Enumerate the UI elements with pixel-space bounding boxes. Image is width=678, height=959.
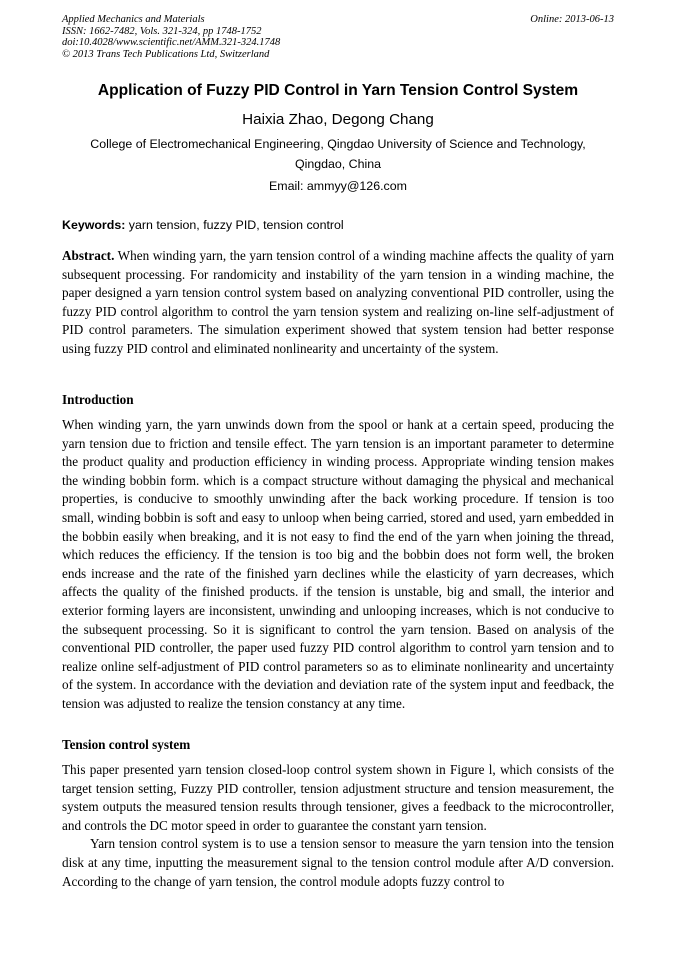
keywords xyxy=(62,218,614,232)
keywords-label: Keywords: xyxy=(62,218,126,232)
abstract-text: When winding yarn, the yarn tension control of a winding machine affects the quality of yarn subsequent processing. For randomicity and instability of the yarn tension in a winding machine, the paper designed a yarn tension control system based on analyzing conventional PID controller, using the fuzzy PID control algorithm to control the yarn tension system and realizing on-line self-adjustment of PID control parameters. The simulation experiment showed that system tension had better response using fuzzy PID control and eliminated nonlinearity and uncertainty of the system. xyxy=(62,248,614,356)
issn-line: ISSN: 1662-7482, Vols. 321-324, pp 1748-1752 xyxy=(62,25,262,37)
affiliation-line-1: College of Electromechanical Engineering, Qingdao University of Science and Technology, xyxy=(90,137,586,151)
journal-name: Applied Mechanics and Materials xyxy=(62,14,205,25)
abstract xyxy=(62,247,614,359)
tension-paragraph-1: This paper presented yarn tension closed-loop control system shown in Figure l, which consists of the target tension setting, Fuzzy PID controller, tension adjustment structure and tension measurement, the system outputs the measured tension results through tensioner, gives a feedback to the microcontroller, and controls the DC motor speed in order to guarantee the constant yarn tension. xyxy=(62,762,614,833)
doi-line: doi:10.4028/www.scientific.net/AMM.321-324.1748 xyxy=(62,37,281,49)
copyright-line: © 2013 Trans Tech Publications Ltd, Switzerland xyxy=(62,48,270,60)
affiliation-line-2: Qingdao, China xyxy=(294,156,382,171)
paper-authors: Haixia Zhao, Degong Chang xyxy=(242,111,434,128)
tension-control-section xyxy=(62,761,614,891)
section-heading-introduction: Introduction xyxy=(62,392,134,407)
introduction-paragraph: When winding yarn, the yarn unwinds down from the spool or hank at a certain speed, producing the yarn tension due to friction and tensile effect. The yarn tension is an important parameter to determine the product quality and production efficiency in winding process. Appropriate winding tension makes the winding bobbin form. which is a compact structure without damaging the physical and mechanical properties, is conducive to smoothly unwinding after the back working procedure. If tension is too small, winding bobbin is soft and easy to unloop when being carried, stored and used, yarn embedded in the bobbin easily when breaking, and it is not easy to find the end of the yarn when joining the thread, which reduces the efficiency. If the tension is too big and the bobbin does not form well, the broken ends increase and the rate of the finished yarn declines while the elasticity of yarn decreases, which affects the quality of the finished products. if the tension is unstable, big and small, the interior and exterior forming layers are inconsistent, unwinding and unlooping increases, which is not conducive to the subsequent processing. So it is significant to control the yarn tension. Based on analysis of the conventional PID controller, the paper used fuzzy PID control algorithm to control yarn tension and to realize online self-adjustment of PID control parameters so as to eliminate nonlinearity and uncertainty of the system. In accordance with the deviation and deviation rate of the system input and feedback, the tension was adjusted to realize the tension constancy at any time. xyxy=(62,417,614,711)
online-date: Online: 2013-06-13 xyxy=(530,14,614,25)
tension-paragraph-2: Yarn tension control system is to use a tension sensor to measure the yarn tension into the tension disk at any time, inputting the measurement signal to the tension control module after A/D conversion. According to the change of yarn tension, the control module adopts fuzzy control to xyxy=(62,836,614,889)
affiliation xyxy=(74,135,602,174)
abstract-label: Abstract. xyxy=(62,248,115,263)
keywords-text: yarn tension, fuzzy PID, tension control xyxy=(125,218,344,232)
author-email: Email: ammyy@126.com xyxy=(269,179,407,193)
journal-header xyxy=(62,14,614,60)
paper-title: Application of Fuzzy PID Control in Yarn Tension Control System xyxy=(97,82,579,99)
section-heading-tension-control: Tension control system xyxy=(62,737,191,752)
